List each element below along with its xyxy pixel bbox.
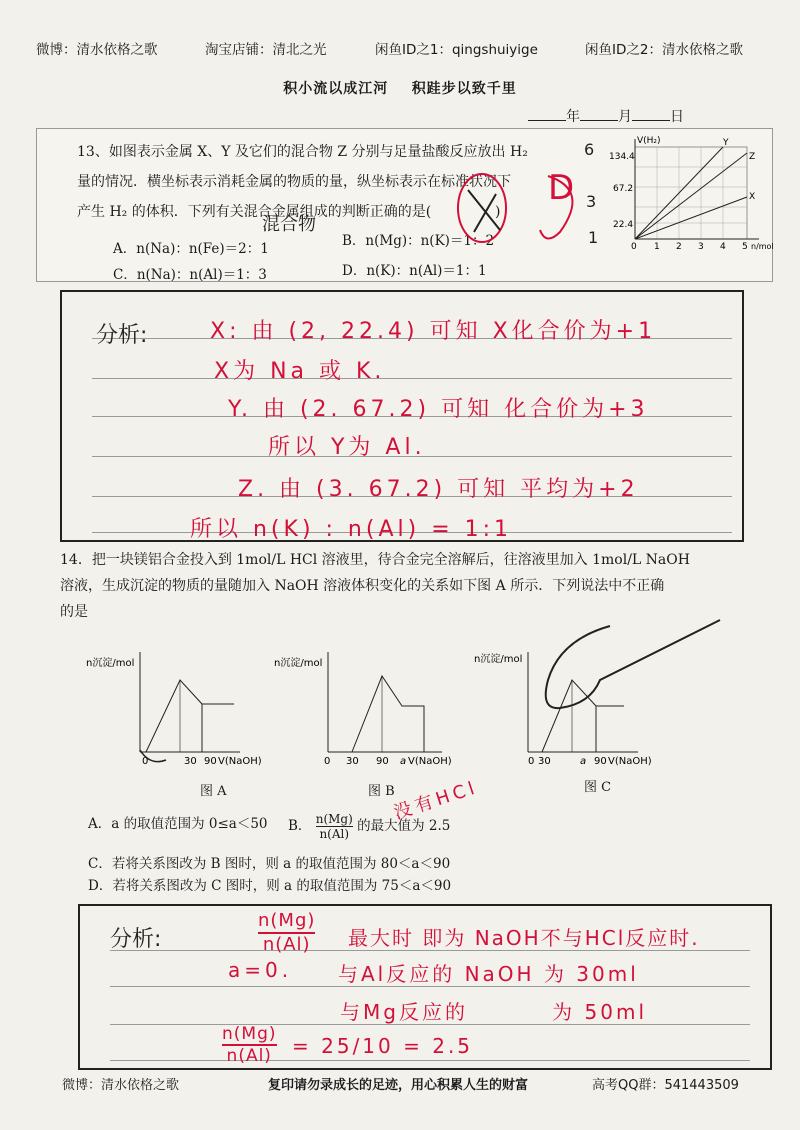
date-line: 年 月 日 <box>528 106 684 126</box>
q14-option-b: B． $\frac{n(Mg)}{n(Al)}$ 的最大值为 2.5 <box>288 812 451 841</box>
q14-pen-marks <box>0 600 800 820</box>
fig-a-caption: 图 A <box>200 784 227 799</box>
q14-analysis-label: 分析: <box>110 927 162 952</box>
q14-line2: 溶液，生成沉淀的物质的量随加入 NaOH 溶液体积变化的关系如下图 A 所示．下列说法中不正确 <box>60 578 665 594</box>
q14-line3: 的是 <box>60 604 88 620</box>
fig-c-xtick: 30 <box>538 756 551 767</box>
q13-xtick: 2 <box>676 242 682 252</box>
fig-c-xlabel: V(NaOH) <box>608 756 652 767</box>
q13-hand-line1: X: 由 (2, 22.4) 可知 X化合价为+1 <box>210 319 657 344</box>
q13-graph-xlabel: n/mol <box>751 242 774 251</box>
fig-c-xtick: 0 <box>528 756 535 767</box>
q13-graph-ylabel: V(H₂) <box>637 136 661 146</box>
q13-line2: 量的情况．横坐标表示消耗金属的物质的量，纵坐标表示在标准状况下 <box>77 174 511 190</box>
q13-xtick: 1 <box>654 242 660 252</box>
motto: 积小流以成江河 积跬步以致千里 <box>283 81 517 97</box>
header-xianyu2: 闲鱼ID之2：清水依格之歌 <box>585 42 743 58</box>
q13-line1: 13、如图表示金属 X、Y 及它们的混合物 Z 分别与足量盐酸反应放出 H₂ <box>77 144 528 160</box>
fig-a-ylabel: n沉淀/mol <box>86 658 135 669</box>
q14-hand-line4: = 25/10 = 2.5 <box>292 1034 474 1058</box>
q14-option-a: A．a 的取值范围为 0≤a＜50 <box>88 816 268 832</box>
fig-b-xtick: 0 <box>324 756 331 767</box>
q13-series-label: Y <box>723 138 729 148</box>
q14-option-d: D．若将关系图改为 C 图时，则 a 的取值范围为 75＜a＜90 <box>88 878 452 894</box>
fig-b-caption: 图 B <box>368 784 395 799</box>
fig-b-xlabel: V(NaOH) <box>408 756 452 767</box>
fig-c-ylabel: n沉淀/mol <box>474 654 523 665</box>
margin-num: 6 <box>584 140 595 159</box>
fig-b-a-label: a <box>400 756 407 767</box>
q13-hand-line6: 所以 n(K) : n(Al) = 1:1 <box>190 517 513 542</box>
q14-hand-frac: n(Mg) n(Al) <box>258 910 316 955</box>
fig-a-xtick: 30 <box>184 756 197 767</box>
q13-ytick: 22.4 <box>613 220 634 230</box>
header-taobao: 淘宝店铺：清北之光 <box>205 42 327 58</box>
q13-line3: 产生 H₂ 的体积．下列有关混合金属组成的判断正确的是( <box>77 204 432 220</box>
q14-hand-frac2: n(Mg) n(Al) <box>222 1024 277 1066</box>
answer-mark: D <box>548 168 579 208</box>
q13-series-label: Z <box>749 152 756 162</box>
q13-hand-line5: Z. 由 (3. 67.2) 可知 平均为+2 <box>238 477 639 502</box>
fig-c-caption: 图 C <box>584 780 612 795</box>
q13-option-a: A．n(Na)：n(Fe)＝2：1 <box>113 241 269 257</box>
q13-xtick: 3 <box>698 242 704 252</box>
footer-qq: 高考QQ群：541443509 <box>592 1078 739 1093</box>
q14-line1: 14．把一块镁铝合金投入到 1mol/L HCl 溶液里，待合金完全溶解后，往溶液里加入 1mol/L NaOH <box>60 552 690 568</box>
footer-weibo: 微博：清水依格之歌 <box>62 1078 180 1093</box>
fig-c-a-label: a <box>580 756 587 767</box>
fig-b-xtick: 30 <box>346 756 359 767</box>
q13-series-label: X <box>749 192 756 202</box>
fig-a-xtick: 0 <box>142 756 149 767</box>
q13-hand-line2: X为 Na 或 K. <box>214 359 386 384</box>
no-hcl-note: 没有HCl <box>391 776 481 824</box>
q13-option-d: D．n(K)：n(Al)＝1：1 <box>342 263 487 279</box>
fig-a-xtick: 90 <box>204 756 217 767</box>
q14-option-c: C．若将关系图改为 B 图时，则 a 的取值范围为 80＜a＜90 <box>88 856 451 872</box>
header-xianyu1: 闲鱼ID之1：qingshuiyige <box>375 42 538 58</box>
margin-num: 3 <box>586 192 597 211</box>
fig-b-ylabel: n沉淀/mol <box>274 658 323 669</box>
fig-a-xlabel: V(NaOH) <box>218 756 262 767</box>
q14-hand-line2a: a=0. <box>228 958 293 982</box>
header-weibo: 微博：清水依格之歌 <box>36 42 158 58</box>
footer-middle: 复印请勿录成长的足迹，用心积累人生的财富 <box>268 1078 529 1093</box>
q13-option-c: C．n(Na)：n(Al)＝1：3 <box>113 267 267 283</box>
q13-xtick: 4 <box>720 242 726 252</box>
fig-b-xtick: 90 <box>376 756 389 767</box>
q13-ytick: 134.4 <box>609 152 635 162</box>
q13-analysis-label: 分析: <box>96 323 148 348</box>
q14-hand-line1: 最大时 即为 NaOH不与HCl反应时. <box>348 926 700 950</box>
q13-paren-close: ) <box>495 204 501 220</box>
fig-c-xtick: 90 <box>594 756 607 767</box>
q13-xtick: 5 <box>742 242 748 252</box>
q13-hand-line4: 所以 Y为 Al. <box>268 435 426 460</box>
q14-hand-line3: 与Mg反应的 为 50ml <box>340 1000 648 1024</box>
margin-num: 1 <box>588 228 599 247</box>
q14-hand-line2: 与Al反应的 NaOH 为 30ml <box>338 962 639 986</box>
q13-hand-line3: Y. 由 (2. 67.2) 可知 化合价为+3 <box>228 397 649 422</box>
q13-option-b: B．n(Mg)：n(K)＝1：2 <box>342 233 495 249</box>
q13-xtick: 0 <box>631 242 637 252</box>
mix-note: 混合物 <box>262 214 316 235</box>
q13-ytick: 67.2 <box>613 184 634 194</box>
